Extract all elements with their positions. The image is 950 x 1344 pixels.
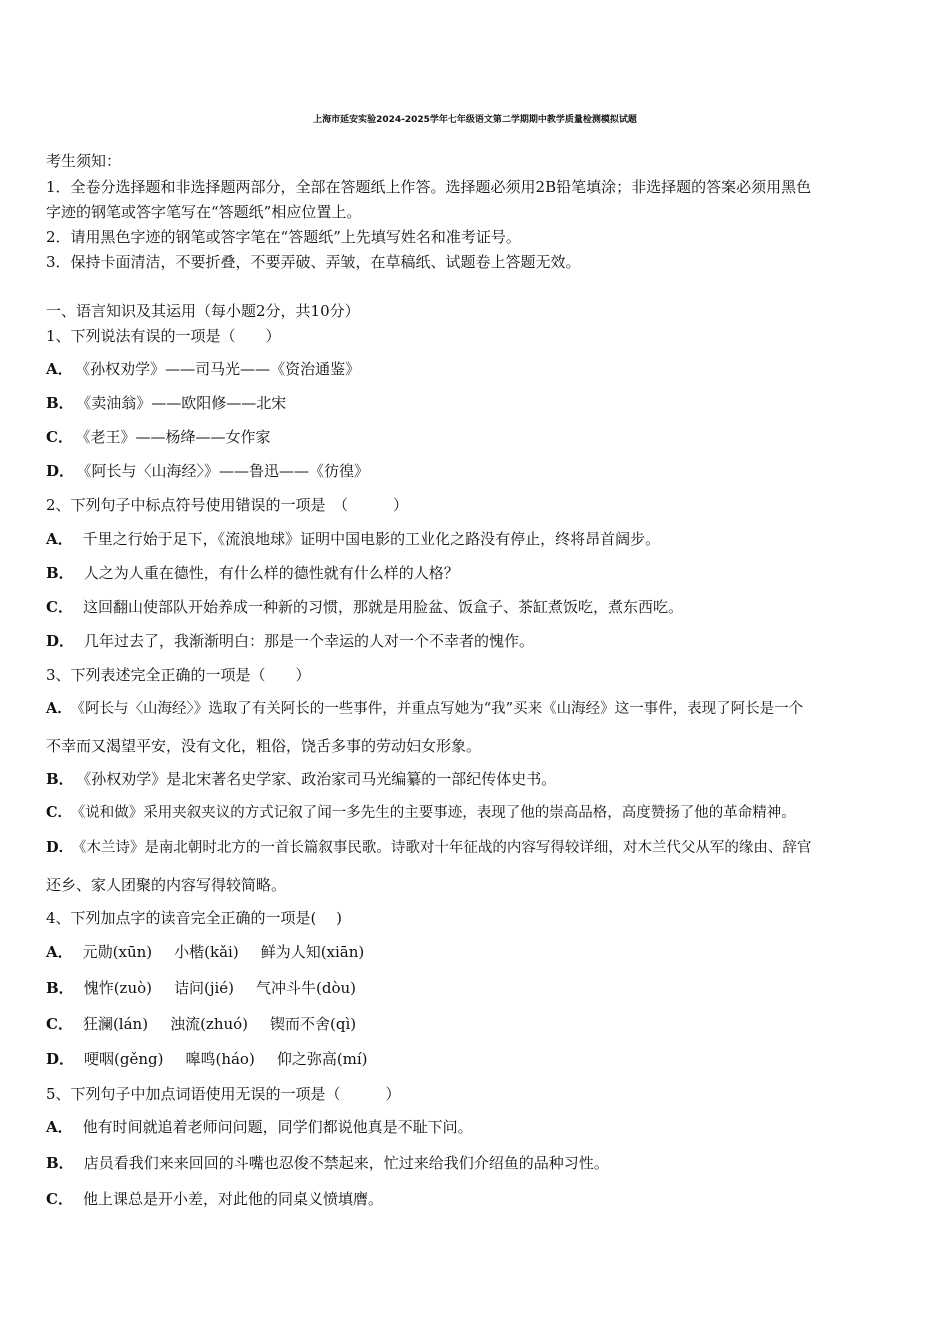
option-label: B． [46,1154,74,1172]
pinyin-item: 气冲斗牛(dòu) [256,979,357,997]
option [46,1117,473,1137]
option [46,1189,383,1209]
option-label: C． [46,1015,73,1033]
option-label: A． [46,700,72,717]
question-stem: 2、下列句子中标点符号使用错误的一项是 （ ） [46,496,409,514]
option-text: 《卖油翁》——欧阳修——北宋 [83,394,287,412]
option-text: 他上课总是开小差，对此他的同桌义愤填膺。 [82,1190,383,1208]
option-text: 这回翻山使部队开始养成一种新的习惯，那就是用脸盆、饭盒子、茶缸煮饭吃，煮东西吃。 [82,598,683,616]
option-label: D． [46,462,75,480]
pinyin-item: 元勋(xūn) [82,943,153,961]
option [46,597,683,617]
notice-line: 字迹的钢笔或答字笔写在“答题纸”相应位置上。 [46,203,362,221]
pinyin-item: 小楷(kǎi) [174,943,239,961]
pinyin-item: 仰之弥高(mí) [276,1050,368,1068]
option-text: 人之为人重在德性，有什么样的德性就有什么样的人格？ [83,564,459,582]
option-text: 他有时间就追着老师问问题，同学们都说他真是不耻下问。 [82,1118,473,1136]
option [46,461,369,481]
question-stem: 4、下列加点字的读音完全正确的一项是( ) [46,909,343,927]
option-label: B． [46,564,74,582]
option-label: A． [46,360,73,378]
option-text: 《孙权劝学》——司马光——《资治通鉴》 [82,360,361,378]
pinyin-item: 诘问(jié) [174,979,235,997]
notice-line: 3．保持卡面清洁，不要折叠，不要弄破、弄皱，在草稿纸、试题卷上答题无效。 [46,253,581,271]
option-label: B． [46,979,74,997]
notice-heading: 考生须知： [46,152,122,170]
option-label: D． [46,632,75,650]
option [46,1049,368,1069]
option-text: 店员看我们来来回回的斗嘴也忍俊不禁起来，忙过来给我们介绍鱼的品种习性。 [83,1154,609,1172]
option [46,359,360,379]
option [46,563,459,583]
pinyin-item: 狂澜(lán) [82,1015,149,1033]
option [46,631,534,651]
question-stem: 3、下列表述完全正确的一项是（ ） [46,666,311,684]
option-label: B． [46,770,74,788]
notice-line: 2．请用黑色字迹的钢笔或答字笔在“答题纸”上先填写姓名和准考证号。 [46,228,521,246]
option [46,803,796,823]
option-text: 《木兰诗》是南北朝时北方的一首长篇叙事民歌。诗歌对十年征战的内容写得较详细，对木兰代父从军的缘由、辞官 [79,840,812,856]
option-text: 《阿长与〈山海经〉》选取了有关阿长的一些事件，并重点写她为“我”买来《山海经》这一事件，表现了阿长是一个 [77,701,804,717]
option [46,393,286,413]
section-heading: 一、语言知识及其运用（每小题2分，共10分） [46,302,360,320]
option-label: C． [46,598,73,616]
option-text: 几年过去了，我渐渐明白：那是一个幸运的人对一个不幸者的愧作。 [84,632,535,650]
option [46,838,811,858]
notice-line: 1．全卷分选择题和非选择题两部分，全部在答题纸上作答。选择题必须用2B铅笔填涂；非选择题的答案必须用黑色 [46,178,812,196]
option [46,769,556,789]
option [46,1014,356,1034]
pinyin-item: 锲而不舍(qì) [270,1015,357,1033]
pinyin-item: 嗥鸣(háo) [185,1050,255,1068]
pinyin-item: 浊流(zhuó) [170,1015,249,1033]
option-text: 《阿长与〈山海经〉》——鲁迅——《彷徨》 [84,462,370,480]
option [46,1153,609,1173]
option-continuation: 还乡、家人团聚的内容写得较简略。 [46,876,287,894]
option-text: 《说和做》采用夹叙夹议的方式记叙了闻一多先生的主要事迹，表现了他的崇高品格，高度赞扬了他的革命精神。 [78,805,796,821]
option [46,529,660,549]
option [46,427,270,447]
option-label: C． [46,428,73,446]
option-text: 千里之行始于足下，《流浪地球》证明中国电影的工业化之路没有停止，终将昂首阔步。 [82,530,661,548]
option-label: C． [46,804,73,821]
option-label: A． [46,943,73,961]
question-stem: 5、下列句子中加点词语使用无误的一项是（ ） [46,1085,401,1103]
option [46,978,356,998]
option [46,942,364,962]
option-label: B． [46,394,74,412]
option-label: D． [46,839,74,856]
option [46,699,803,719]
option-label: D． [46,1050,75,1068]
option-text: 《老王》——杨绛——女作家 [82,428,271,446]
question-stem: 1、下列说法有误的一项是（ ） [46,327,281,345]
option-label: C． [46,1190,73,1208]
option-text: 《孙权劝学》是北宋著名史学家、政治家司马光编纂的一部纪传体史书。 [83,770,557,788]
pinyin-item: 愧怍(zuò) [83,979,152,997]
pinyin-item: 哽咽(gěng) [84,1050,164,1068]
option-label: A． [46,530,73,548]
option-label: A． [46,1118,73,1136]
page-title: 上海市延安实验2024-2025学年七年级语文第二学期期中教学质量检测模拟试题 [313,115,637,125]
option-continuation: 不幸而又渴望平安，没有文化，粗俗，饶舌多事的劳动妇女形象。 [46,737,482,755]
pinyin-item: 鲜为人知(xiān) [260,943,365,961]
